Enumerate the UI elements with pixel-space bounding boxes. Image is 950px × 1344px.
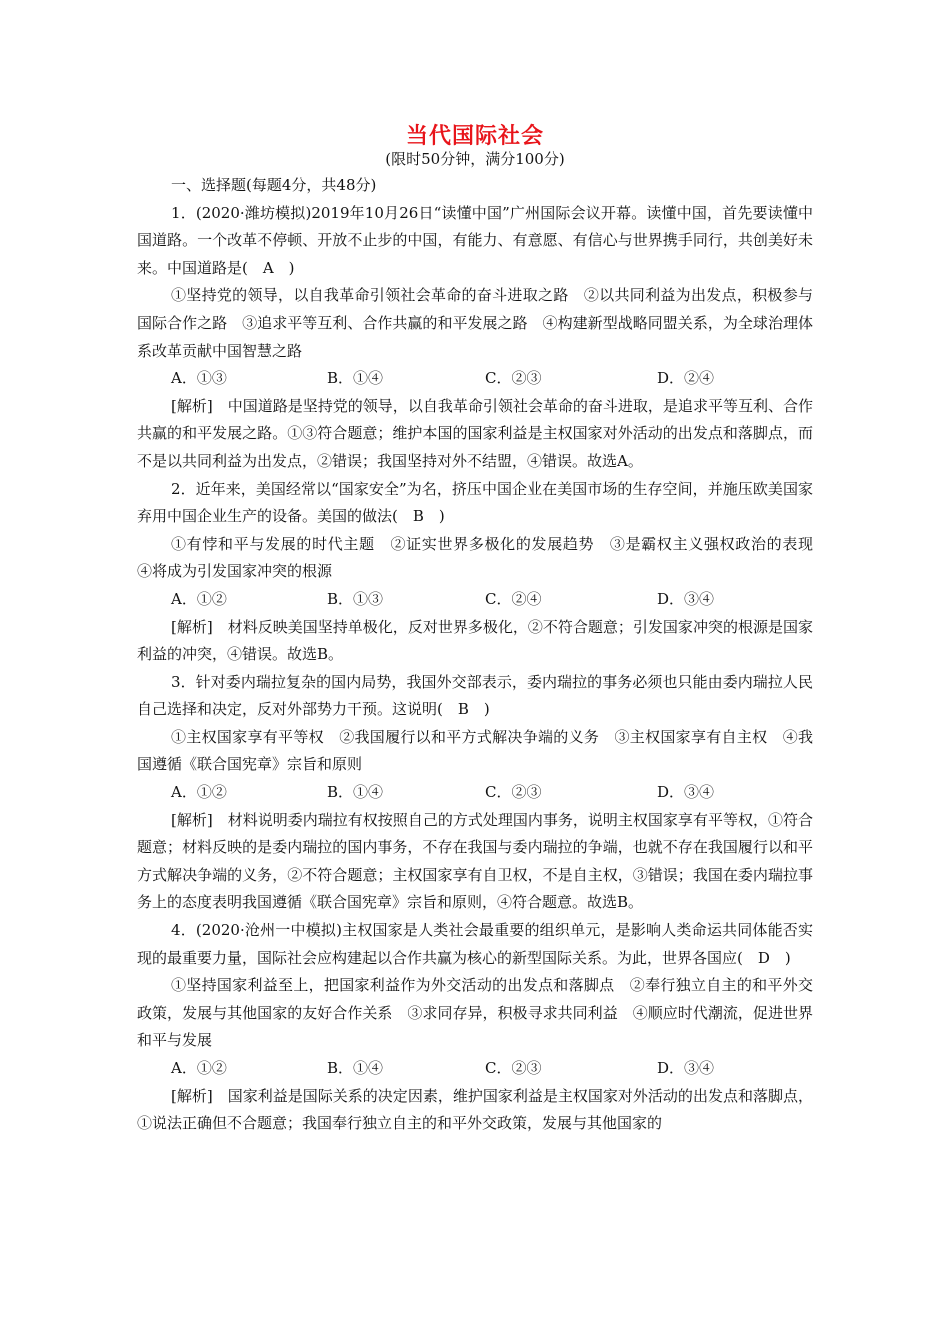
document-subtitle: (限时50分钟，满分100分) [385,150,565,168]
answer-options [137,779,813,807]
question-1 [137,200,813,476]
answer-options [137,365,813,393]
option-d: D．③④ [657,589,715,608]
question-stem: 2．近年来，美国经常以“国家安全”为名，挤压中国企业在美国市场的生存空间，并施压欧美国家弃用中国企业生产的设备。美国的做法( B ) [137,479,813,526]
question-analysis: [解析] 国家利益是国际关系的决定因素，维护国家利益是主权国家对外活动的出发点和落脚点，①说法正确但不合题意；我国奉行独立自主的和平外交政策，发展与其他国家的 [137,1086,813,1133]
document-body [137,172,829,1138]
question-analysis: [解析] 材料反映美国坚持单极化，反对世界多极化，②不符合题意；引发国家冲突的根源是国家利益的冲突，④错误。故选B。 [137,617,813,664]
question-4 [137,917,813,1138]
option-b: B．①④ [327,369,384,388]
option-a: A．①③ [171,369,227,388]
question-stem: 3．针对委内瑞拉复杂的国内局势，我国外交部表示，委内瑞拉的事务必须也只能由委内瑞拉人民自己选择和决定，反对外部势力干预。这说明( B ) [137,672,813,719]
document-title: 当代国际社会 [405,123,544,149]
option-d: D．③④ [657,783,715,802]
option-b: B．①④ [327,783,384,802]
option-b: B．①④ [327,1059,384,1077]
question-analysis: [解析] 材料说明委内瑞拉有权按照自己的方式处理国内事务，说明主权国家享有平等权，①符合题意；材料反映的是委内瑞拉的国内事务，不存在我国与委内瑞拉的争端，也就不存在我国履行以和平方式解决争端的义务，②不符合题意；主权国家享有自卫权，不是自主权，③错误；我国在委内瑞拉事务上的态度表明我国遵循《联合国宪章》宗旨和原则，④符合题意。故选B。 [137,810,813,912]
question-3 [137,669,813,917]
option-c: C．②③ [485,1059,542,1077]
question-2 [137,476,829,669]
question-stem: 1．(2020·潍坊模拟)2019年10月26日“读懂中国”广州国际会议开幕。读懂中国，首先要读懂中国道路。一个改革不停顿、开放不止步的中国，有能力、有意愿、有信心与世界携手同行，共创美好未来。中国道路是( A ) [137,203,813,277]
option-b: B．①③ [327,589,384,608]
question-items: ①有悖和平与发展的时代主题 ②证实世界多极化的发展趋势 ③是霸权主义强权政治的表现 ④将成为引发国家冲突的根源 [137,534,829,581]
question-stem: 4．(2020·沧州一中模拟)主权国家是人类社会最重要的组织单元，是影响人类命运共同体能否实现的最重要力量，国际社会应构建起以合作共赢为核心的新型国际关系。为此，世界各国应( D ) [137,921,813,967]
option-c: C．②④ [485,589,542,608]
option-a: A．①② [171,1059,227,1077]
option-a: A．①② [171,589,227,608]
question-items: ①主权国家享有平等权 ②我国履行以和平方式解决争端的义务 ③主权国家享有自主权 ④我国遵循《联合国宪章》宗旨和原则 [137,727,813,774]
option-c: C．②③ [485,369,542,388]
answer-options [137,1055,813,1083]
option-d: D．③④ [657,1059,715,1077]
option-a: A．①② [171,783,227,802]
section-heading: 一、选择题(每题4分，共48分) [171,176,377,194]
question-items: ①坚持国家利益至上，把国家利益作为外交活动的出发点和落脚点 ②奉行独立自主的和平外交政策，发展与其他国家的友好合作关系 ③求同存异，积极寻求共同利益 ④顺应时代潮流，促进世界和平与发展 [137,976,813,1050]
answer-options [137,586,813,614]
option-c: C．②③ [485,783,542,802]
question-analysis: [解析] 中国道路是坚持党的领导，以自我革命引领社会革命的奋斗进取，是追求平等互利、合作共赢的和平发展之路。①③符合题意；维护本国的国家利益是主权国家对外活动的出发点和落脚点，而不是以共同利益为出发点，②错误；我国坚持对外不结盟，④错误。故选A。 [137,396,813,470]
option-d: D．②④ [657,369,715,388]
question-items: ①坚持党的领导，以自我革命引领社会革命的奋斗进取之路 ②以共同利益为出发点，积极参与国际合作之路 ③追求平等互利、合作共赢的和平发展之路 ④构建新型战略同盟关系，为全球治理体系改革贡献中国智慧之路 [137,286,813,360]
